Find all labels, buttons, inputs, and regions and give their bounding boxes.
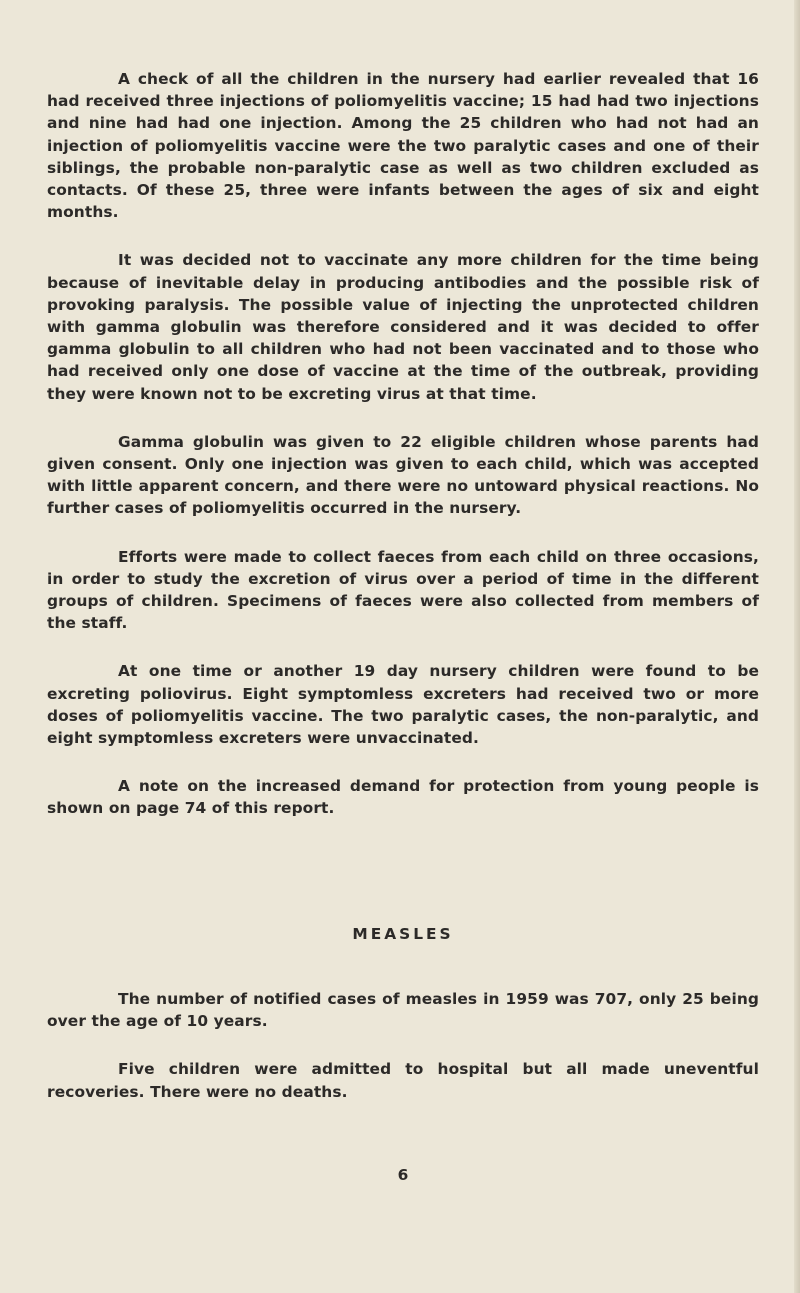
document-page: [47, 68, 759, 1184]
page-number: 6: [397, 1166, 409, 1184]
paragraph-measles-hospital: Five children were admitted to hospital but all made uneventful recoveries. There were no deaths.: [47, 1060, 759, 1101]
paragraph-faeces-collection: Efforts were made to collect faeces from each child on three occasions, in order to study the excretion of virus over a period of time in the different groups of children. Specimens of faeces were also collected from members of the staff.: [47, 547, 759, 633]
poliomyelitis-section: [47, 68, 759, 820]
paragraph-protection-note: A note on the increased demand for protection from young people is shown on page 74 of this report.: [47, 777, 759, 818]
measles-section: [47, 988, 759, 1129]
paragraph-measles-cases: The number of notified cases of measles in 1959 was 707, only 25 being over the age of 10 years.: [47, 990, 759, 1031]
page-edge-shadow: [794, 0, 800, 1293]
section-heading-measles: MEASLES: [352, 925, 454, 943]
paragraph-gamma-globulin: Gamma globulin was given to 22 eligible children whose parents had given consent. Only one injection was given to each child, which was accepted with little apparent concern, and there were no untoward physical reactions. No further cases of poliomyelitis occurred in the nursery.: [47, 432, 759, 518]
paragraph-nursery-check: A check of all the children in the nursery had earlier revealed that 16 had received three injections of poliomyelitis vaccine; 15 had had two injections and nine had had one injection. Among the 25 children who had not had an injection of poliomyelitis vaccine were the two paralytic cases and one of their siblings, the probable non-paralytic case as well as two children excluded as contacts. Of these 25, three were infants between the ages of six and eight months.: [47, 70, 759, 222]
paragraph-vaccination-decision: It was decided not to vaccinate any more children for the time being because of inevitable delay in producing antibodies and the possible risk of provoking paralysis. The possible value of injecting the unprotected children with gamma globulin was therefore considered and it was decided to offer gamma globulin to all children who had not been vaccinated and to those who had received only one dose of vaccine at the time of the outbreak, providing they were known not to be excreting virus at that time.: [47, 251, 759, 403]
paragraph-poliovirus-excreters: At one time or another 19 day nursery children were found to be excreting poliovirus. Eight symptomless excreters had received two or more doses of poliomyelitis vaccine. The two paralytic cases, the non-paralytic, and eight symptomless excreters were unvaccinated.: [47, 662, 759, 748]
